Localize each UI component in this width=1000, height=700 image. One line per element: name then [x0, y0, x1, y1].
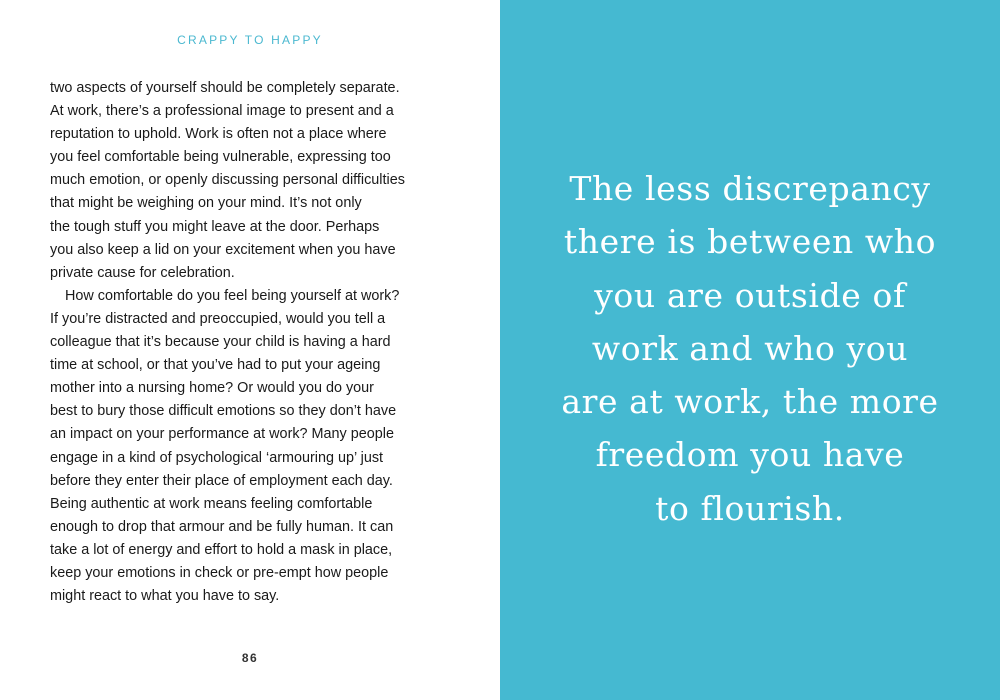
body-line: much emotion, or openly discussing personal difficulties: [50, 172, 405, 189]
quote-line: there is between who: [563, 222, 937, 262]
body-line: time at school, or that you’ve had to put your ageing: [50, 357, 381, 374]
page-number: 86: [241, 651, 259, 665]
body-line: Being authentic at work means feeling comfortable: [50, 495, 373, 512]
body-line: take a lot of energy and effort to hold a mask in place,: [50, 541, 393, 558]
pull-quote: [490, 162, 1000, 535]
quote-line: work and who you: [591, 328, 909, 368]
body-line: before they enter their place of employment each day.: [50, 472, 393, 489]
paragraph-first-line: How comfortable do you feel being yourself at work?: [65, 287, 400, 304]
body-line: reputation to uphold. Work is often not a place where: [50, 126, 387, 143]
body-line: an impact on your performance at work? Many people: [50, 426, 394, 443]
body-line: private cause for celebration.: [50, 264, 235, 281]
running-head: CRAPPY TO HAPPY: [177, 33, 323, 47]
body-line: you feel comfortable being vulnerable, expressing too: [50, 149, 391, 166]
body-line: that might be weighing on your mind. It’s not only: [50, 195, 362, 212]
right-page: [500, 0, 1000, 700]
quote-line: are at work, the more: [561, 382, 939, 422]
body-line: the tough stuff you might leave at the door. Perhaps: [50, 218, 380, 235]
body-line: enough to drop that armour and be fully human. It can: [50, 518, 394, 535]
body-text: [50, 77, 450, 608]
quote-line: you are outside of: [594, 275, 906, 315]
body-line: engage in a kind of psychological ‘armouring up’ just: [50, 449, 384, 466]
body-line: keep your emotions in check or pre-empt how people: [50, 564, 389, 581]
body-line: mother into a nursing home? Or would you do your: [50, 380, 374, 397]
body-line: At work, there’s a professional image to present and a: [50, 103, 394, 120]
body-line: best to bury those difficult emotions so they don’t have: [50, 403, 397, 420]
body-line: colleague that it’s because your child is having a hard: [50, 334, 391, 351]
body-line: two aspects of yourself should be completely separate.: [50, 80, 400, 96]
quote-line: freedom you have: [595, 435, 905, 475]
body-line: might react to what you have to say.: [50, 588, 280, 605]
body-line: If you’re distracted and preoccupied, would you tell a: [50, 310, 386, 327]
body-line: you also keep a lid on your excitement when you have: [50, 241, 396, 258]
quote-line: to flourish.: [655, 488, 845, 528]
quote-line: The less discrepancy: [569, 169, 931, 208]
